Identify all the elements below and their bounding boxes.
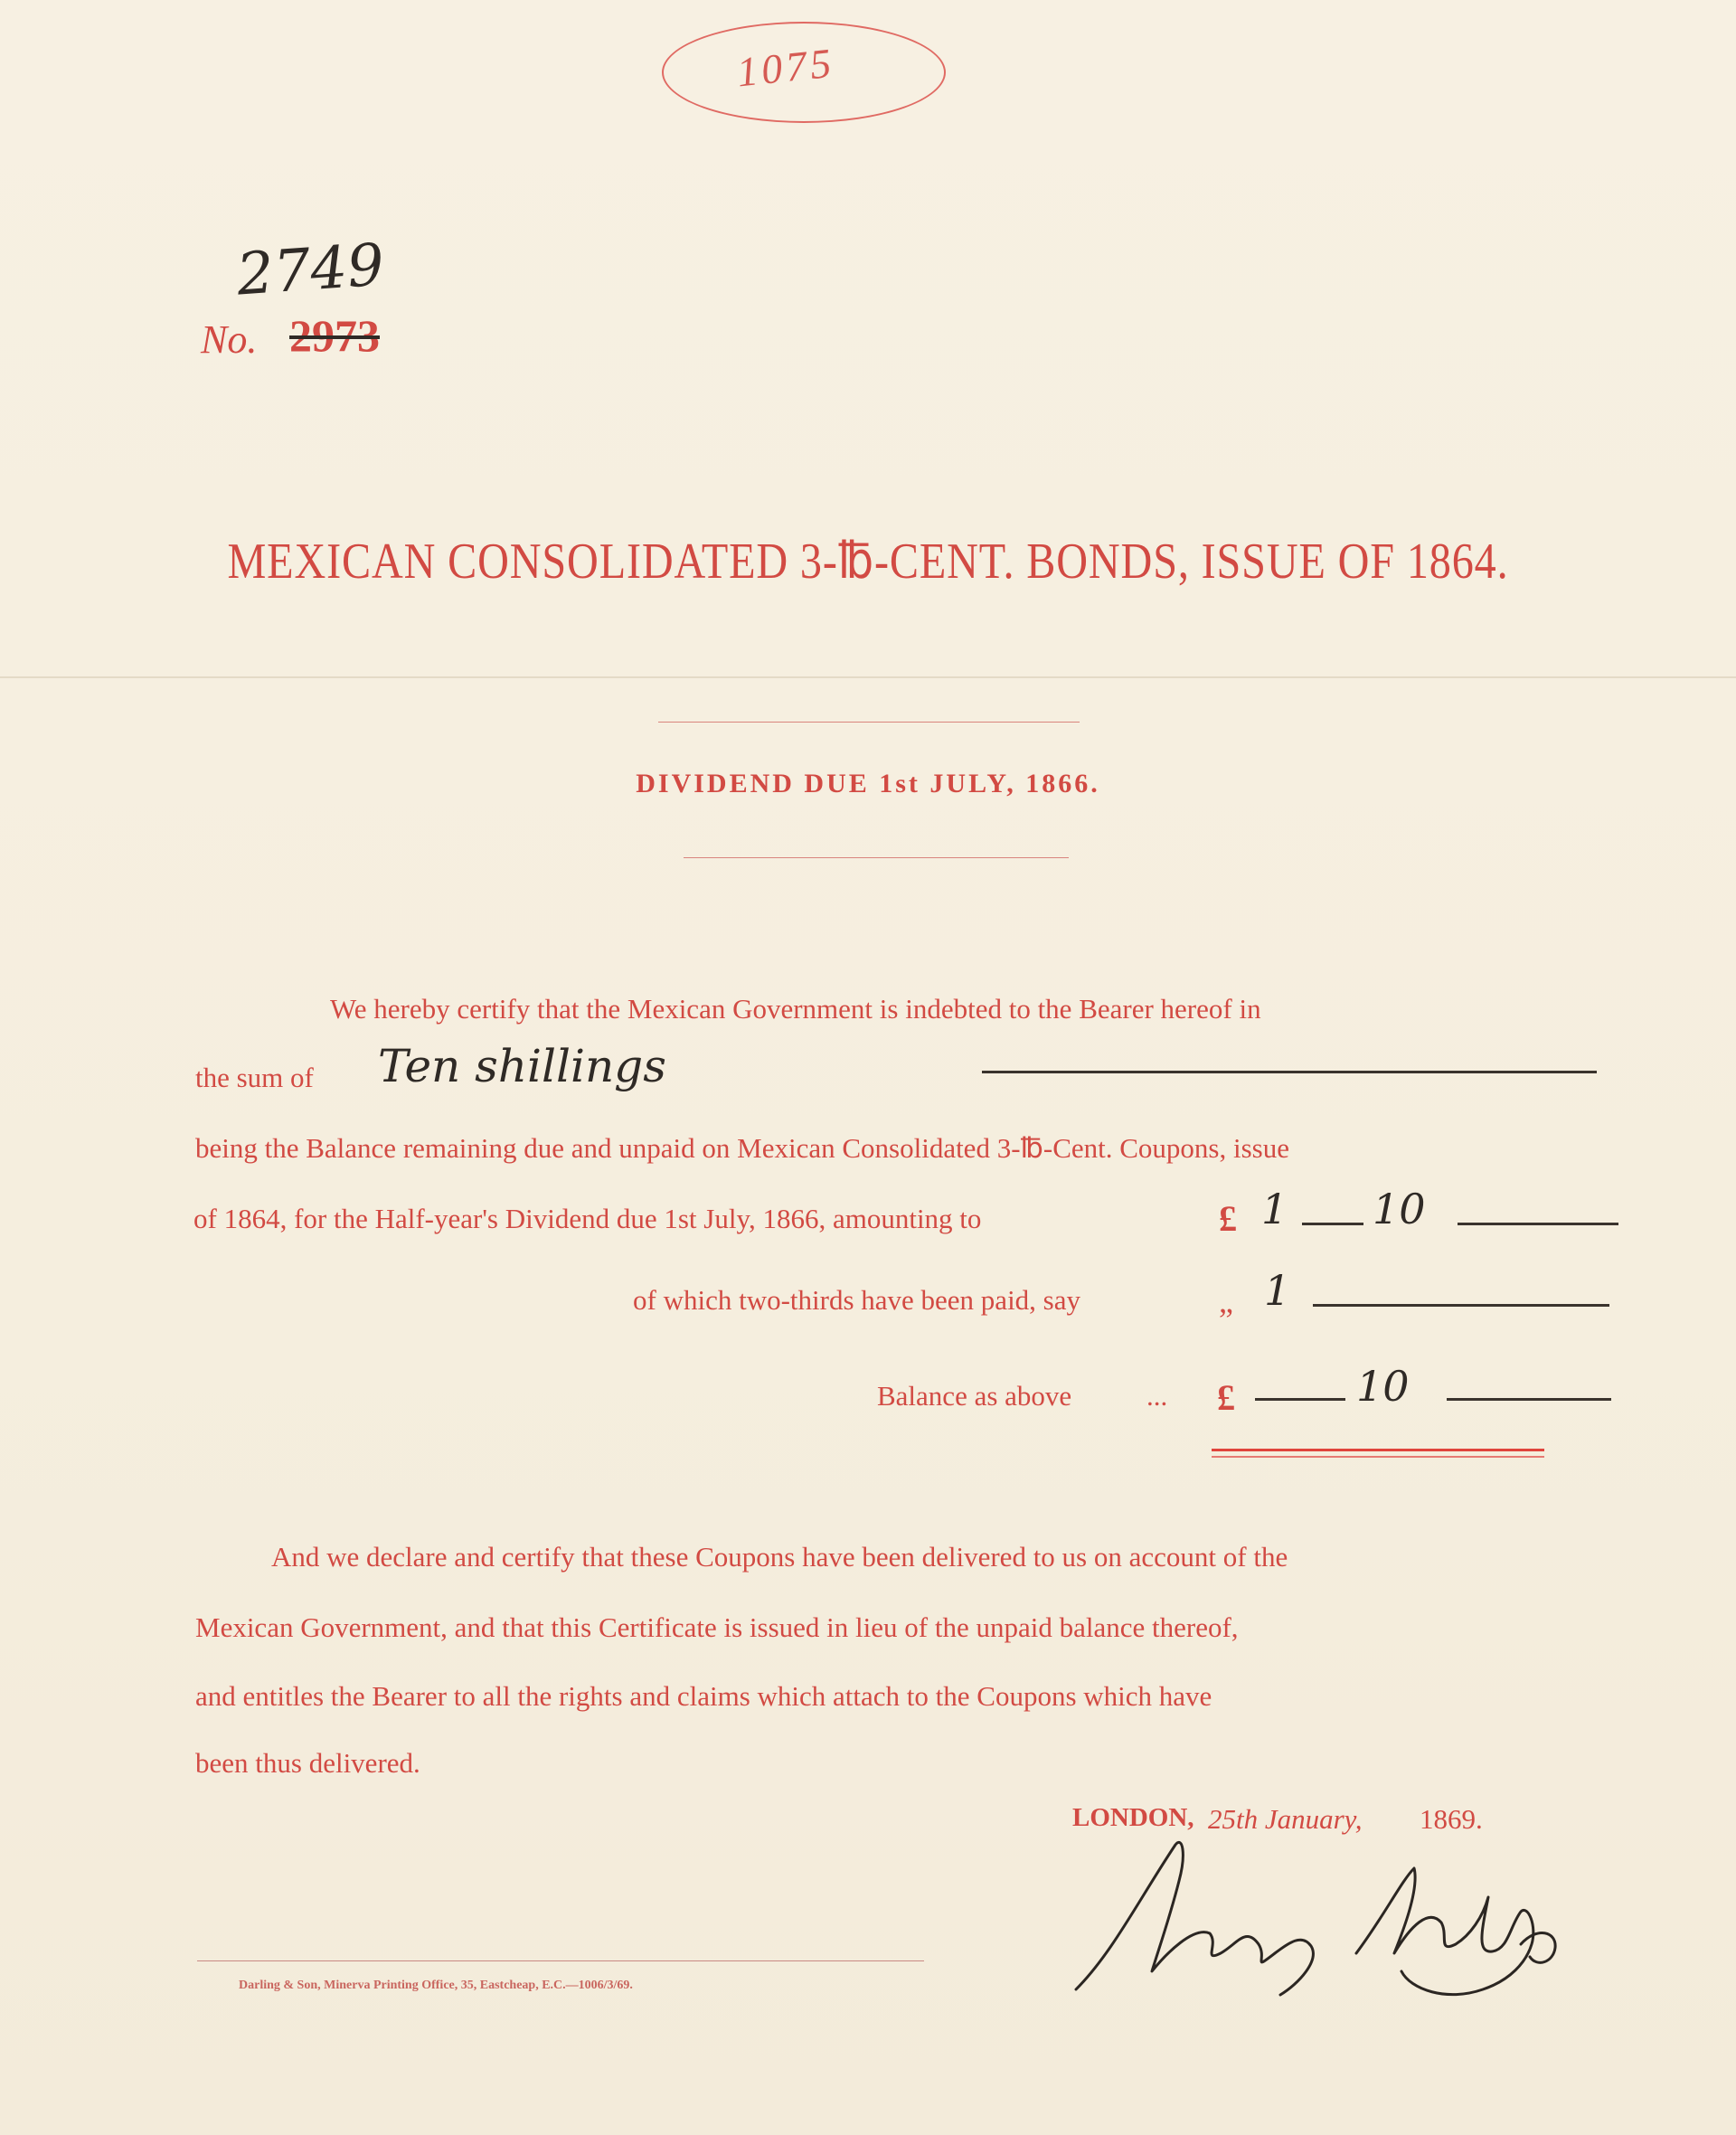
paid-label: of which two-thirds have been paid, say xyxy=(633,1284,1081,1316)
date-day-month: 25th January, xyxy=(1208,1803,1363,1835)
balance-shillings: 10 xyxy=(1356,1362,1410,1411)
amount-dash-1 xyxy=(1302,1223,1363,1225)
amount-pounds: 1 xyxy=(1261,1185,1288,1233)
amount-shillings: 10 xyxy=(1373,1185,1426,1233)
stamp-number: 1075 xyxy=(734,39,837,96)
paid-ditto: „ xyxy=(1219,1283,1233,1319)
serial-number-handwritten: 2749 xyxy=(234,231,387,309)
serial-label: No. xyxy=(201,317,258,362)
printer-rule xyxy=(197,1960,924,1961)
signature-image xyxy=(1058,1818,1564,2007)
paid-pounds: 1 xyxy=(1264,1266,1291,1315)
serial-number-struck: 2973 xyxy=(289,310,380,361)
balance-dots: ... xyxy=(1146,1380,1168,1412)
balance-currency: £ xyxy=(1217,1377,1235,1418)
declaration-line-4: been thus delivered. xyxy=(195,1747,420,1779)
certify-line-1: We hereby certify that the Mexican Government is indebted to the Bearer hereof in xyxy=(330,993,1261,1025)
date-year: 1869. xyxy=(1420,1803,1483,1835)
printer-imprint: Darling & Son, Minerva Printing Office, 35, Eastcheap, E.C.—1006/3/69. xyxy=(239,1979,633,1992)
certify-line-3: being the Balance remaining due and unpaid on Mexican Consolidated 3-℔-Cent. Coupons, issue xyxy=(195,1132,1289,1164)
sum-label: the sum of xyxy=(195,1062,314,1093)
paper-fold xyxy=(0,676,1736,678)
document-title: MEXICAN CONSOLIDATED 3-℔-CENT. BONDS, ISSUE OF 1864. xyxy=(227,534,1509,590)
rule-top xyxy=(658,722,1080,723)
date-place: LONDON, xyxy=(1072,1803,1194,1832)
sum-written: Ten shillings xyxy=(378,1040,666,1092)
declaration-line-2: Mexican Government, and that this Certificate is issued in lieu of the unpaid balance thereof, xyxy=(195,1611,1239,1643)
paid-pen-line xyxy=(1313,1304,1609,1307)
balance-rule-thin xyxy=(1212,1456,1544,1458)
rule-bottom xyxy=(684,857,1069,858)
balance-label: Balance as above xyxy=(877,1380,1072,1412)
balance-dash-1 xyxy=(1255,1398,1345,1401)
amount-currency: £ xyxy=(1219,1198,1237,1239)
dividend-heading: DIVIDEND DUE 1st JULY, 1866. xyxy=(636,769,1100,798)
balance-rule-thick xyxy=(1212,1449,1544,1451)
certify-line-4: of 1864, for the Half-year's Dividend due 1st July, 1866, amounting to xyxy=(193,1203,982,1234)
balance-dash-2 xyxy=(1447,1398,1611,1401)
declaration-line-1: And we declare and certify that these Coupons have been delivered to us on account of the xyxy=(271,1541,1288,1573)
sum-pen-line xyxy=(982,1071,1597,1073)
amount-dash-2 xyxy=(1458,1223,1618,1225)
declaration-line-3: and entitles the Bearer to all the rights and claims which attach to the Coupons which have xyxy=(195,1680,1212,1712)
